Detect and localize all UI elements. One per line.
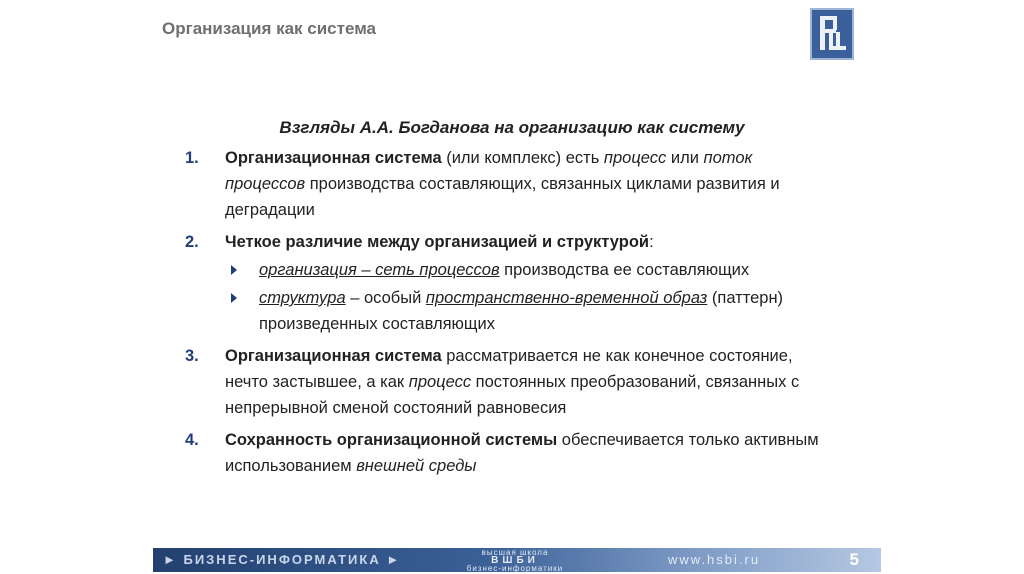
item-text: процесс: [603, 149, 667, 167]
item-text: или: [666, 149, 704, 167]
item-text: Организационная система: [225, 347, 442, 365]
item-number: 1.: [185, 149, 199, 167]
item-text: (паттерн) произведенных составляющих: [259, 289, 784, 333]
footer-bar: [153, 548, 881, 572]
page-number: 5: [849, 550, 859, 569]
item-text: процесс: [408, 373, 472, 391]
item-text: постоянных преобразований, связанных с непрерывной сменой состояний равновесия: [225, 373, 800, 417]
item-text: – особый: [345, 289, 426, 307]
item-number: 2.: [185, 233, 199, 251]
item-text: :: [649, 233, 654, 251]
list-item: [185, 229, 825, 337]
sub-list-item: [225, 257, 825, 283]
school-line: бизнес-информатики: [466, 564, 564, 573]
list-item: [185, 343, 825, 421]
item-text: производства составляющих, связанных циклами развития и деградации: [225, 175, 780, 219]
triangle-bullet-icon: [231, 265, 237, 275]
hse-logo-icon: [810, 8, 854, 60]
item-text: структура: [259, 289, 346, 307]
item-text: Организационная система: [225, 149, 442, 167]
item-text: обеспечивается только активным использованием: [225, 431, 819, 475]
item-text: Четкое различие между организацией и структурой: [225, 233, 650, 251]
slide-subtitle: Взгляды А.А. Богданова на организацию как систему: [279, 118, 745, 137]
triangle-bullet-icon: [231, 293, 237, 303]
item-number: 3.: [185, 347, 199, 365]
item-text: производства ее составляющих: [499, 261, 750, 279]
list-item: [185, 145, 825, 223]
item-text: поток процессов: [225, 149, 753, 193]
item-text: внешней среды: [356, 457, 477, 475]
item-text: организация – сеть процессов: [259, 261, 500, 279]
footer-brand: ► БИЗНЕС-ИНФОРМАТИКА ►: [163, 552, 402, 567]
item-text: пространственно-временной образ: [425, 289, 708, 307]
school-line: высшая школа: [481, 548, 549, 557]
footer-url: www.hsbi.ru: [668, 552, 761, 567]
slide-title: Организация как система: [162, 19, 377, 38]
content-list: [185, 145, 825, 485]
school-logo: [456, 549, 574, 571]
item-text: (или комплекс) есть: [441, 149, 604, 167]
sub-list-item: [225, 285, 825, 337]
list-item: [185, 427, 825, 479]
item-text: Сохранность организационной системы: [225, 431, 558, 449]
item-number: 4.: [185, 431, 199, 449]
item-text: рассматривается не как конечное состояние, нечто застывшее, а как: [225, 347, 793, 391]
school-line: ВШБИ: [491, 555, 539, 566]
